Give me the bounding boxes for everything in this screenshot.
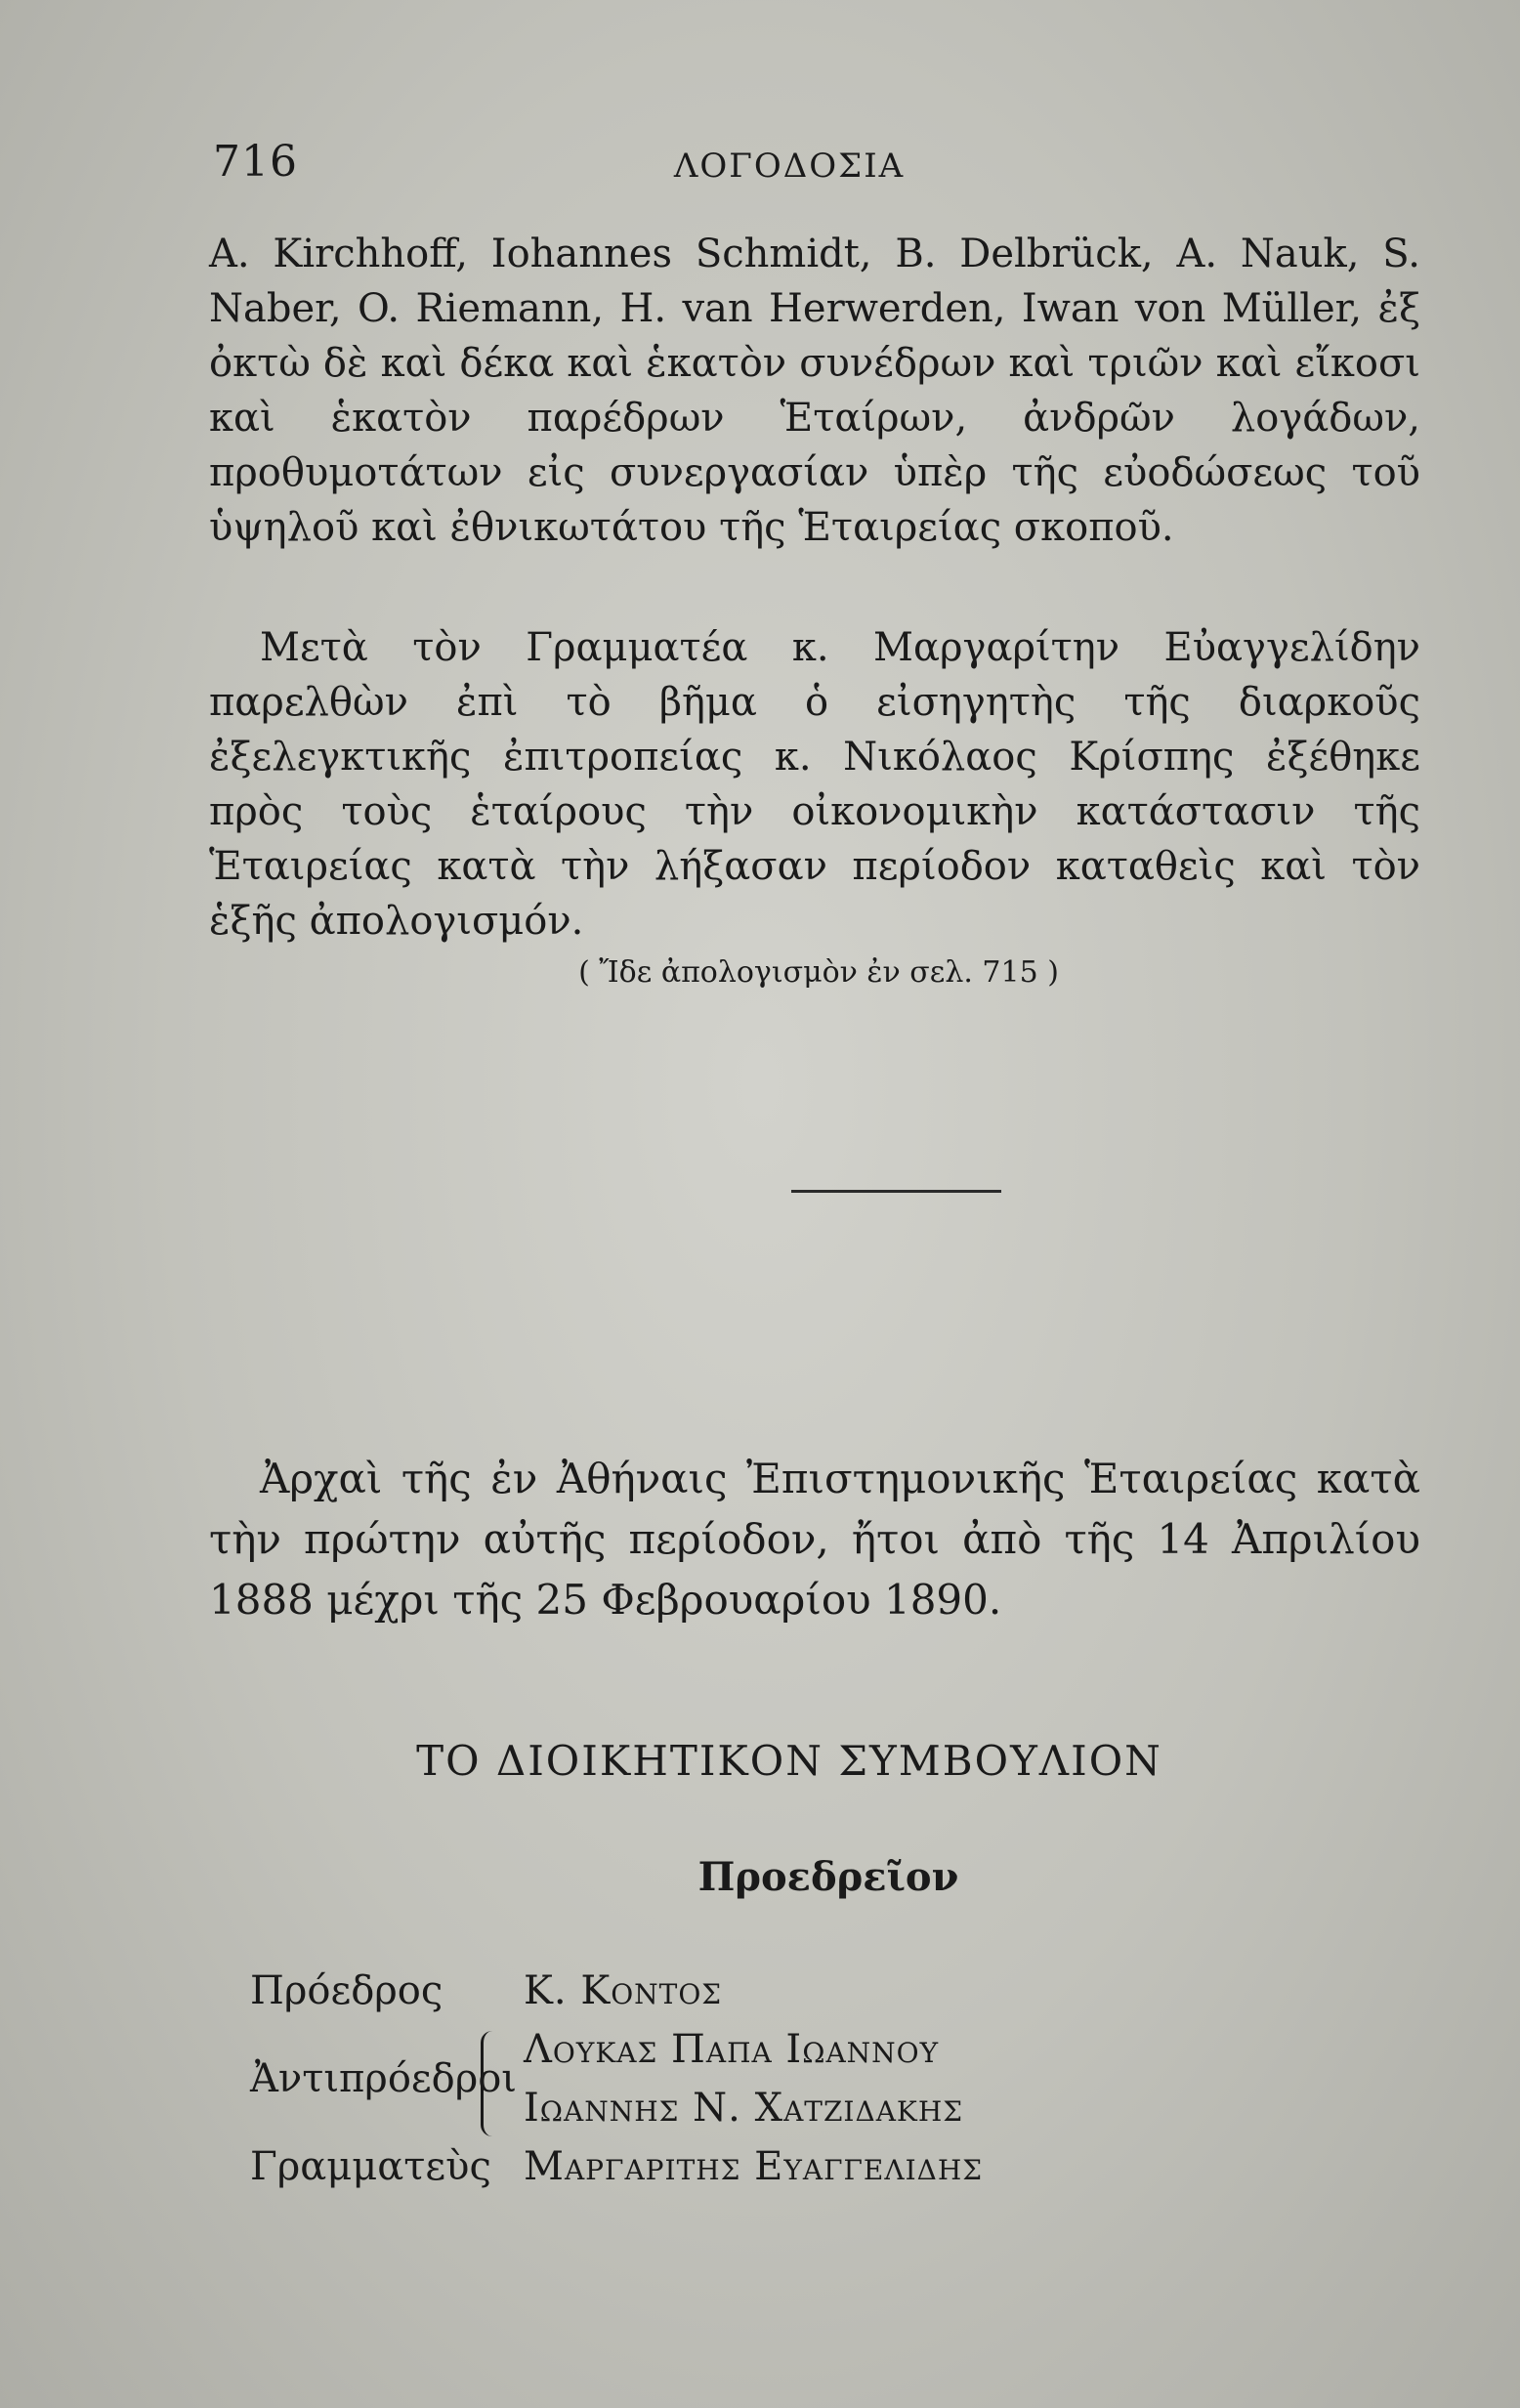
page-header: [0, 137, 1520, 195]
brace-icon: [481, 2031, 499, 2136]
role-label: Γραμματεὺς: [250, 2144, 491, 2189]
officer-row-vice-presidents: [250, 2027, 1325, 2144]
board-title: ΤΟ ΔΙΟΙΚΗΤΙΚΟΝ ΣΥΜΒΟΥΛΙΟΝ: [416, 1737, 1162, 1785]
role-label: Ἀντιπρόεδροι: [250, 2056, 517, 2101]
role-label: Πρόεδρος: [250, 1968, 443, 2013]
paragraph-members-summary: A. Kirchhoff, Iohannes Schmidt, B. Delbrück, A. Nauk, S. Naber, O. Riemann, H. van Herwerden, Iwan von Müller, ἐξ ὀκτὼ δὲ καὶ δέκα καὶ ἑκατὸν συνέδρων καὶ τριῶν καὶ εἴκοσι καὶ ἑκατὸν παρέδρων Ἑταίρων, ἀνδρῶν λογάδων, προθυμοτάτων εἰς συνεργασίαν ὑπὲρ τῆς εὐοδώσεως τοῦ ὑψηλοῦ καὶ ἐθνικωτάτου τῆς Ἑταιρείας σκοποῦ.: [209, 232, 1420, 550]
paragraph-officers-intro: Ἀρχαὶ τῆς ἐν Ἀθήναις Ἐπιστημονικῆς Ἑταιρείας κατὰ τὴν πρώτην αὐτῆς περίοδον, ἤτοι ἀπὸ τῆς 14 Ἀπριλίου 1888 μέχρι τῆς 25 Φεβρουαρίου 1890.: [209, 1455, 1420, 1624]
running-title: ΛΟΓΟΔΟΣΙΑ: [673, 147, 906, 186]
section-divider: [791, 1190, 1001, 1193]
officer-name: Ιωαννης Ν. Χατζιδακης: [524, 2086, 964, 2131]
officer-name: Κ. Κοντος: [524, 1968, 723, 2013]
officer-row-president: [250, 1968, 1325, 2027]
officer-name: Λουκας Παπα Ιωαννου: [524, 2027, 940, 2072]
paragraph-financial-report: Μετὰ τὸν Γραμματέα κ. Μαργαρίτην Εὐαγγελίδην παρελθὼν ἐπὶ τὸ βῆμα ὁ εἰσηγητὴς τῆς διαρκοῦς ἐξελεγκτικῆς ἐπιτροπείας κ. Νικόλαος Κρίσπης ἐξέθηκε πρὸς τοὺς ἑταίρους τὴν οἰκονομικὴν κατάστασιν τῆς Ἑταιρείας κατὰ τὴν λήξασαν περίοδον καταθεὶς καὶ τὸν ἑξῆς ἀπολογισμόν.: [209, 625, 1420, 944]
vice-president-names: [524, 2027, 963, 2144]
officers-list: [250, 1968, 1325, 2203]
officer-row-secretary: [250, 2144, 1325, 2203]
officer-name: Μαργαριτης Ευαγγελιδης: [524, 2144, 984, 2189]
reference-note: ( Ἴδε ἀπολογισμὸν ἐν σελ. 715 ): [578, 955, 1059, 990]
presidium-title: Προεδρεῖον: [697, 1854, 959, 1900]
page-number: 716: [213, 137, 298, 187]
